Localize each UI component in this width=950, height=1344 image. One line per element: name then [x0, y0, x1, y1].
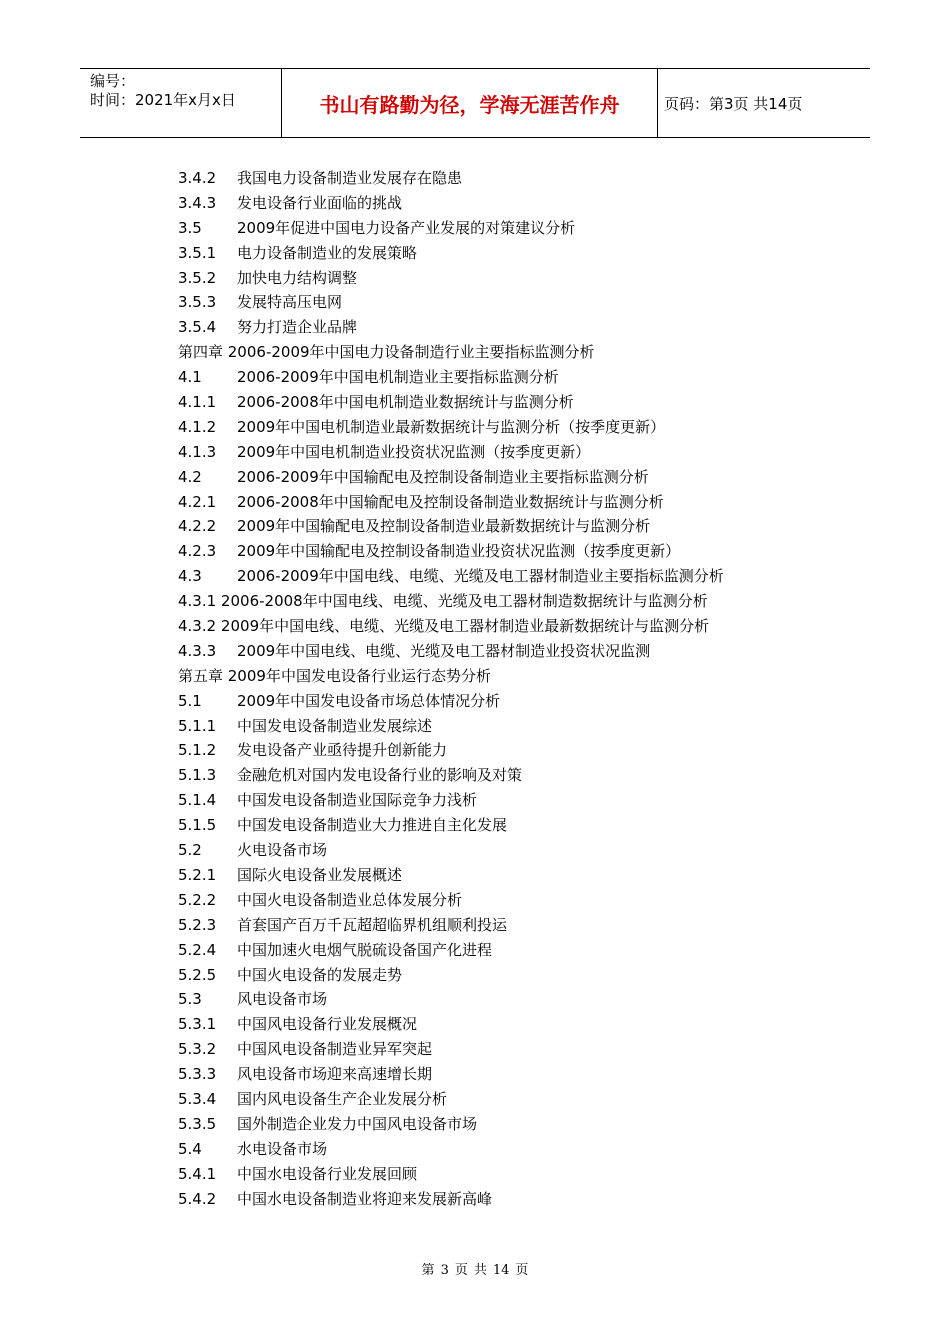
toc-entry-title: 中国加速火电烟气脱硫设备国产化进程 — [237, 940, 493, 959]
toc-entry-title: 发电设备产业亟待提升创新能力 — [237, 741, 448, 760]
toc-entry-number: 5.4.1 — [178, 1164, 217, 1183]
toc-entry-title: 我国电力设备制造业发展存在隐患 — [237, 169, 463, 187]
toc-entry-title: 2009年中国电机制造业投资状况监测（按季度更新） — [237, 442, 591, 461]
footer-page-word: 页 — [454, 1263, 468, 1278]
toc-entry — [178, 863, 818, 888]
toc-entry-title: 金融危机对国内发电设备行业的影响及对策 — [237, 766, 523, 785]
toc-entry-title: 中国风电设备行业发展概况 — [237, 1015, 418, 1034]
toc-entry-title: 国际火电设备业发展概述 — [237, 865, 403, 884]
toc-entry — [178, 788, 818, 813]
toc-entry-number: 5.2.2 — [178, 890, 217, 909]
toc-entry-title: 第四章 2006-2009年中国电力设备制造行业主要指标监测分析 — [178, 343, 595, 362]
toc-entry-number: 3.5.3 — [178, 293, 217, 312]
toc-entry-number: 5.1.1 — [178, 716, 217, 735]
toc-entry — [178, 963, 818, 988]
footer-current-page: 3 — [440, 1263, 449, 1278]
toc-entry-title: 发电设备行业面临的挑战 — [237, 193, 403, 212]
toc-entry — [178, 241, 818, 266]
table-of-contents — [178, 166, 818, 1211]
toc-entry-title: 风电设备市场迎来高速增长期 — [237, 1065, 433, 1084]
toc-entry — [178, 913, 818, 938]
toc-entry-number: 5.3 — [178, 990, 202, 1009]
toc-entry — [178, 664, 818, 689]
toc-entry-number: 5.1.5 — [178, 816, 217, 835]
footer-total-pages: 14 — [492, 1263, 510, 1278]
toc-entry-title: 4.3.2 2009年中国电线、电缆、光缆及电工器材制造业最新数据统计与监测分析 — [178, 617, 710, 636]
toc-entry-number: 4.1.3 — [178, 442, 217, 461]
toc-entry — [178, 490, 818, 515]
toc-entry-title: 中国发电设备制造业发展综述 — [237, 716, 433, 735]
toc-entry-number: 3.5.2 — [178, 268, 217, 287]
toc-entry-number: 5.2.4 — [178, 940, 217, 959]
toc-entry — [178, 465, 818, 490]
header-motto: 书山有路勤为径，学海无涯苦作舟 — [319, 93, 620, 117]
toc-entry — [178, 564, 818, 589]
toc-entry-title: 努力打造企业品牌 — [237, 318, 358, 337]
document-number-label: 编号： — [90, 72, 136, 90]
toc-entry-number: 5.3.4 — [178, 1089, 217, 1108]
toc-entry-number: 5.3.5 — [178, 1114, 217, 1133]
toc-entry-title: 中国风电设备制造业异军突起 — [237, 1040, 433, 1059]
toc-entry-number: 4.2.2 — [178, 517, 217, 536]
toc-entry — [178, 216, 818, 241]
toc-entry-title: 中国火电设备的发展走势 — [237, 965, 403, 984]
toc-entry — [178, 539, 818, 564]
toc-entry-title: 加快电力结构调整 — [237, 268, 358, 287]
toc-entry — [178, 813, 818, 838]
toc-entry — [178, 738, 818, 763]
toc-entry — [178, 340, 818, 365]
toc-entry — [178, 166, 818, 191]
toc-entry-number: 3.5.4 — [178, 318, 217, 337]
toc-entry-title: 火电设备市场 — [237, 841, 328, 860]
toc-entry — [178, 1037, 818, 1062]
toc-entry-number: 5.2.5 — [178, 965, 217, 984]
toc-entry — [178, 514, 818, 539]
toc-entry — [178, 639, 818, 664]
toc-entry-number: 5.1.4 — [178, 791, 217, 810]
toc-entry — [178, 315, 818, 340]
toc-entry-title: 4.3.1 2006-2008年中国电线、电缆、光缆及电工器材制造数据统计与监测分析 — [178, 592, 708, 611]
toc-entry-title: 中国水电设备制造业将迎来发展新高峰 — [237, 1189, 493, 1208]
toc-entry — [178, 987, 818, 1012]
toc-entry-title: 2009年中国电机制造业最新数据统计与监测分析（按季度更新） — [237, 417, 666, 436]
toc-entry-number: 5.4 — [178, 1139, 202, 1158]
header-meta-cell — [80, 69, 280, 137]
toc-entry-number: 5.3.1 — [178, 1015, 217, 1034]
toc-entry-number: 5.3.3 — [178, 1065, 217, 1084]
toc-entry — [178, 440, 818, 465]
toc-entry — [178, 266, 818, 291]
toc-entry — [178, 365, 818, 390]
toc-entry-number: 4.1.2 — [178, 417, 217, 436]
footer-total-word: 共 — [473, 1263, 487, 1278]
toc-entry-title: 中国发电设备制造业国际竞争力浅析 — [237, 791, 478, 810]
page-header — [80, 68, 870, 138]
toc-entry-title: 中国水电设备行业发展回顾 — [237, 1164, 418, 1183]
footer-suffix: 页 — [515, 1263, 529, 1278]
document-time-label: 时间：2021年x月x日 — [90, 91, 236, 109]
toc-entry-title: 2006-2009年中国输配电及控制设备制造业主要指标监测分析 — [237, 467, 649, 486]
toc-entry — [178, 1012, 818, 1037]
toc-entry — [178, 1087, 818, 1112]
toc-entry-title: 2009年中国输配电及控制设备制造业最新数据统计与监测分析 — [237, 517, 651, 536]
toc-entry-title: 2009年中国输配电及控制设备制造业投资状况监测（按季度更新） — [237, 542, 681, 561]
toc-entry-number: 5.3.2 — [178, 1040, 217, 1059]
toc-entry-number: 3.5.1 — [178, 243, 217, 262]
toc-entry-number: 4.2.1 — [178, 492, 217, 511]
toc-entry — [178, 1162, 818, 1187]
header-page-cell — [664, 69, 870, 137]
toc-entry-title: 2006-2008年中国电机制造业数据统计与监测分析 — [237, 393, 574, 412]
toc-entry-number: 4.3.3 — [178, 641, 217, 660]
toc-entry-title: 水电设备市场 — [237, 1139, 328, 1158]
toc-entry-number: 5.2.1 — [178, 865, 217, 884]
toc-entry-title: 2006-2008年中国输配电及控制设备制造业数据统计与监测分析 — [237, 492, 664, 511]
toc-entry-number: 5.2.3 — [178, 915, 217, 934]
toc-entry-title: 2009年中国电线、电缆、光缆及电工器材制造业投资状况监测 — [237, 641, 651, 660]
toc-entry-number: 5.2 — [178, 841, 202, 860]
toc-entry-number: 4.2 — [178, 467, 202, 486]
toc-entry-title: 国外制造企业发力中国风电设备市场 — [237, 1114, 478, 1133]
header-motto-cell — [281, 69, 658, 137]
toc-entry-title: 发展特高压电网 — [237, 293, 343, 312]
footer-prefix: 第 — [421, 1263, 435, 1278]
toc-entry-number: 5.4.2 — [178, 1189, 217, 1208]
toc-entry — [178, 1137, 818, 1162]
toc-entry-number: 4.3 — [178, 567, 202, 586]
toc-entry — [178, 689, 818, 714]
toc-entry-number: 5.1.2 — [178, 741, 217, 760]
toc-entry-title: 2009年中国发电设备市场总体情况分析 — [237, 691, 501, 710]
toc-entry — [178, 888, 818, 913]
toc-entry — [178, 1112, 818, 1137]
toc-entry-title: 2006-2009年中国电线、电缆、光缆及电工器材制造业主要指标监测分析 — [237, 567, 724, 586]
toc-entry — [178, 589, 818, 614]
toc-entry-number: 4.1 — [178, 368, 202, 387]
toc-entry-title: 中国火电设备制造业总体发展分析 — [237, 890, 463, 909]
toc-entry-number: 5.1.3 — [178, 766, 217, 785]
header-page-info: 页码：第3页 共14页 — [664, 95, 803, 113]
toc-entry-number: 4.1.1 — [178, 393, 217, 412]
toc-entry — [178, 1187, 818, 1212]
toc-entry-title: 首套国产百万千瓦超超临界机组顺利投运 — [237, 915, 508, 934]
toc-entry-number: 3.4.3 — [178, 193, 217, 212]
toc-entry — [178, 714, 818, 739]
toc-entry-title: 国内风电设备生产企业发展分析 — [237, 1089, 448, 1108]
page-footer — [0, 1262, 950, 1280]
toc-entry-number: 5.1 — [178, 691, 202, 710]
toc-entry-title: 中国发电设备制造业大力推进自主化发展 — [237, 816, 508, 835]
toc-entry-title: 风电设备市场 — [237, 990, 328, 1009]
toc-entry — [178, 614, 818, 639]
toc-entry — [178, 191, 818, 216]
toc-entry — [178, 390, 818, 415]
toc-entry-title: 2009年促进中国电力设备产业发展的对策建议分析 — [237, 218, 576, 237]
toc-entry-number: 3.4.2 — [178, 169, 217, 187]
toc-entry — [178, 290, 818, 315]
toc-entry — [178, 1062, 818, 1087]
toc-entry-title: 2006-2009年中国电机制造业主要指标监测分析 — [237, 368, 559, 387]
toc-entry — [178, 838, 818, 863]
toc-entry-title: 第五章 2009年中国发电设备行业运行态势分析 — [178, 666, 491, 685]
toc-entry-number: 3.5 — [178, 218, 202, 237]
toc-entry-number: 4.2.3 — [178, 542, 217, 561]
toc-entry — [178, 415, 818, 440]
toc-entry-title: 电力设备制造业的发展策略 — [237, 243, 418, 262]
toc-entry — [178, 763, 818, 788]
toc-entry — [178, 938, 818, 963]
